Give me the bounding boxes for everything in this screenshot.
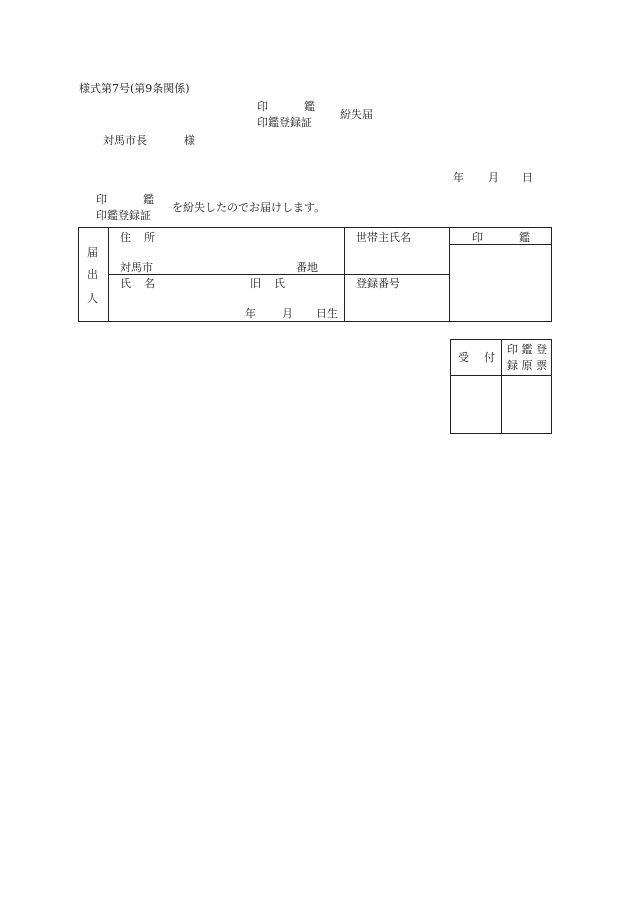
- seal-label-char-2: 鑑: [519, 231, 530, 244]
- former-name-label: [250, 277, 285, 290]
- statement-option-seal: [96, 193, 154, 206]
- former-name-label-char-1: 旧: [250, 277, 261, 290]
- statement-text: を紛失したのでお届けします。: [172, 201, 326, 214]
- register-label-char-6: 票: [536, 359, 547, 372]
- name-label: [120, 277, 155, 290]
- statement-seal-char-2: 鑑: [143, 193, 154, 206]
- applicant-label-char-3: 人: [87, 292, 98, 305]
- register-label-char-2: 鑑: [521, 343, 533, 356]
- received-label-char-2: 付: [484, 351, 495, 364]
- form-number: 様式第7号(第9条関係): [79, 82, 190, 95]
- birth-year: 年: [245, 307, 256, 320]
- addressee-mayor: 対馬市長: [103, 134, 147, 147]
- date-day: 日: [522, 171, 533, 184]
- title-seal-char-1: 印: [257, 100, 268, 113]
- applicant-label-char-2: 出: [87, 268, 98, 281]
- name-label-char-2: 名: [144, 277, 155, 290]
- address-city: 対馬市: [120, 261, 153, 274]
- date-month: 月: [488, 171, 499, 184]
- register-label-line-2: [507, 359, 547, 372]
- seal-label: [472, 231, 530, 244]
- receipt-box-divider: [501, 339, 502, 434]
- statement-seal-char-1: 印: [96, 193, 107, 206]
- registration-number-label: 登録番号: [356, 277, 400, 290]
- statement-option-certificate: 印鑑登録証: [96, 209, 151, 222]
- name-label-char-1: 氏: [120, 277, 131, 290]
- received-label-char-1: 受: [458, 351, 469, 364]
- birth-day: 日生: [316, 307, 338, 320]
- address-label-char-1: 住: [120, 231, 131, 244]
- addressee-honorific: 様: [184, 134, 195, 147]
- register-label-char-4: 録: [507, 359, 518, 372]
- address-label: [120, 231, 155, 244]
- register-label-char-5: 原: [521, 359, 533, 372]
- title-suffix: 紛失届: [340, 108, 373, 121]
- address-label-char-2: 所: [144, 231, 155, 244]
- former-name-label-char-2: 氏: [274, 277, 285, 290]
- title-option-seal: [257, 100, 315, 113]
- household-head-label: 世帯主氏名: [356, 231, 411, 244]
- register-label-char-1: 印: [507, 343, 518, 356]
- table-row-divider: [108, 274, 450, 275]
- applicant-label-char-1: 届: [87, 246, 98, 259]
- title-option-certificate: 印鑑登録証: [257, 116, 312, 129]
- receipt-header-divider: [450, 375, 552, 376]
- birth-month: 月: [282, 307, 293, 320]
- register-label-line-1: [507, 343, 547, 356]
- title-seal-char-2: 鑑: [304, 100, 315, 113]
- register-label-char-3: 登: [536, 343, 547, 356]
- seal-header-divider: [449, 244, 552, 245]
- received-label: [458, 351, 495, 364]
- seal-label-char-1: 印: [472, 231, 483, 244]
- date-year: 年: [453, 171, 464, 184]
- address-banchi: 番地: [296, 261, 318, 274]
